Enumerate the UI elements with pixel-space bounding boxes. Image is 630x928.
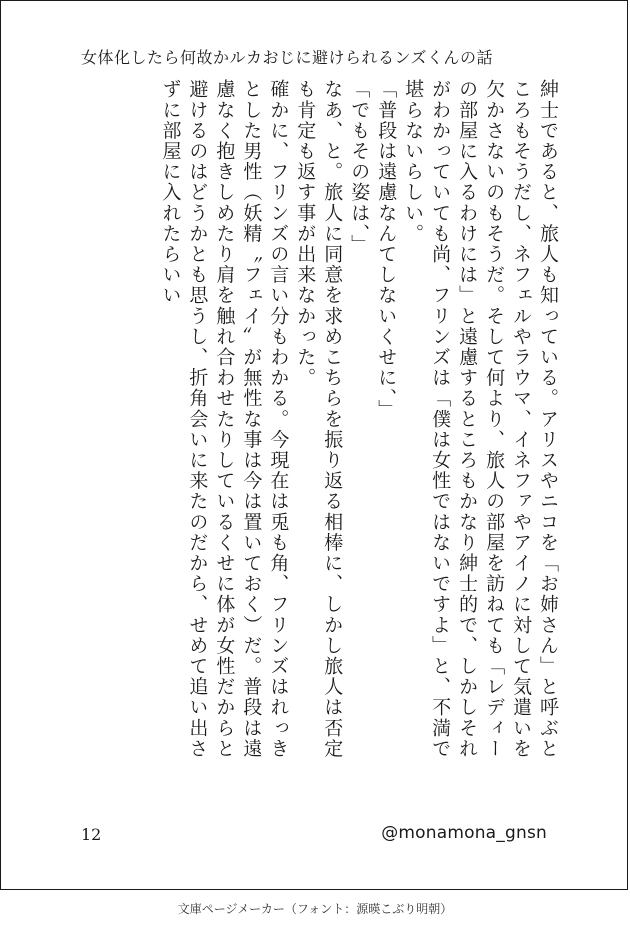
author-handle: @monamona_gnsn — [381, 823, 547, 843]
paragraph: 確かに、フリンズの言い分もわかる。今現在は兎も角、フリンズはれっきとした男性（妖精〝フェイ〟が無性な事は今は置いておく）だ。普段は遠慮なく抱きしめたり肩を触れ合わせたりしているくせに体が女性だからと避けるのはどうかとも思うし、折角会いに来たのだから、せめて追い出さずに部屋に入れたらいい — [159, 79, 290, 759]
page-title: 女体化したら何故かルカおじに避けられるンズくんの話 — [81, 48, 494, 67]
paragraph: なあ、と。旅人に同意を求めこちらを振り返る相棒に、しかし旅人は否定も肯定も返す事が出来なかった。 — [294, 79, 344, 759]
paragraph: 「でもその姿は、」 — [348, 79, 371, 255]
page-number: 12 — [81, 825, 102, 844]
vertical-body-text — [79, 79, 561, 779]
paragraph: 紳士であると、旅人も知っている。アリスやニコを「お姉さん」と呼ぶところもそうだし、ネフェルやラウマ、イネファやアイノに対して気遣いを欠かさないのもそうだ。そして何より、旅人の部屋を訪ねても「レディーの部屋に入るわけには」と遠慮するところもかなり紳士的で、しかしそれがわかっていても尚、フリンズは「僕は女性ではないですよ」と、不満で堪らないらしい。 — [402, 79, 559, 759]
footer-credit: 文庫ページメーカー（フォント：源暎こぶり明朝） — [177, 902, 453, 916]
paragraph: 「普段は遠慮なんてしないくせに、」 — [375, 79, 398, 420]
